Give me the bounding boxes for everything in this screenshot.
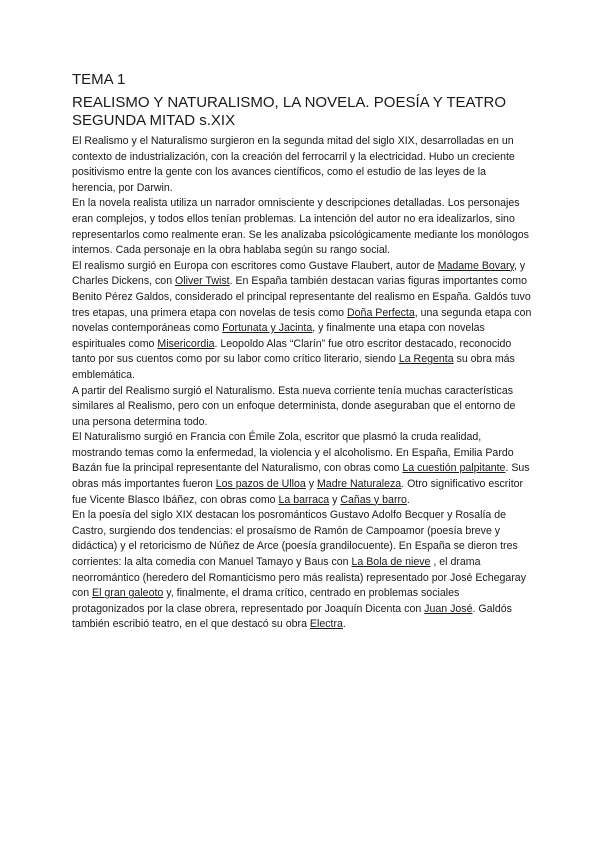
paragraph	[72, 196, 532, 258]
work-title: Madame Bovary	[437, 259, 515, 272]
text-run: En la poesía del siglo XIX destacan los posrománticos Gustavo Adolfo Becquer y Rosalía de Castro, surgiendo dos tendencias: el prosaísmo de Ramón de Campoamor (poesía breve y didáctica) y el retoricismo de Núñez de Arce (poesía grandilocuente). En España se dieron tres corrientes: la alta comedia con Manuel Tamayo y Baus con	[72, 509, 518, 569]
paragraph	[72, 259, 532, 384]
document-page	[72, 70, 532, 633]
work-title: Los pazos de Ulloa	[215, 478, 306, 491]
text-run: . Galdós también escribió teatro, en el que destacó su obra	[72, 602, 512, 631]
document-title	[72, 94, 532, 130]
work-title: La barraca	[278, 493, 330, 506]
text-run: El Naturalismo surgió en Francia con Émile Zola, escritor que plasmó la cruda realidad, mostrando temas como la enfermedad, la violencia y el alcoholismo. En España, Emilia Pardo Bazán fue la principal representante del Naturalismo, con obras como	[72, 431, 514, 475]
text-run: . Sus obras más importantes fueron	[72, 462, 530, 491]
work-title: Madre Naturaleza	[316, 478, 402, 491]
text-run: su obra más emblemática.	[72, 353, 515, 381]
work-title: Oliver Twist	[175, 275, 230, 288]
text-run: El Realismo y el Naturalismo surgieron en la segunda mitad del siglo XIX, desarrolladas en un contexto de industrialización, con la creación del ferrocarril y la electricidad. Hubo un creciente positivismo entre la gente con los avances científicos, como el estudio de las leyes de la herencia, por Darwin.	[72, 135, 515, 194]
text-run: El realismo surgió en Europa con escritores como Gustave Flaubert, autor de	[72, 259, 438, 272]
text-run: , el drama neorromántico (heredero del Romanticismo pero más realista) representado por José Echegaray con	[72, 556, 526, 600]
text-run: y	[329, 493, 341, 506]
text-run: A partir del Realismo surgió el Naturalismo. Esta nueva corriente tenía muchas características similares al Realismo, pero con un enfoque determinista, donde aseguraban que el entorno de una persona determina todo.	[72, 384, 516, 428]
work-title: Doña Perfecta	[347, 306, 415, 319]
work-title: Juan José	[424, 602, 473, 615]
text-run: .	[406, 493, 410, 506]
work-title: La cuestión palpitante	[402, 462, 506, 475]
paragraph	[72, 384, 532, 431]
text-run: . Otro significativo escritor fue Vicente Blasco Ibáñez, con obras como	[72, 478, 524, 506]
work-title: La Bola de nieve	[351, 556, 431, 569]
work-title: Electra	[309, 618, 343, 631]
work-title: Cañas y barro	[340, 493, 407, 506]
paragraph	[72, 134, 532, 196]
work-title: Misericordia	[157, 337, 215, 350]
text-run: . En España también destacan varias figuras importantes como Benito Pérez Galdos, considerado el principal representante del realismo en España. Galdós tuvo tres etapas, una primera etapa con novelas de tesis como	[72, 275, 531, 319]
paragraph	[72, 430, 532, 508]
work-title: La Regenta	[398, 353, 454, 366]
text-run: , una segunda etapa con novelas contemporáneas como	[72, 306, 532, 335]
title-line-1: REALISMO Y NATURALISMO, LA NOVELA. POESÍA Y TEATRO	[72, 94, 507, 111]
text-run: , y finalmente una etapa con novelas espirituales como	[72, 322, 485, 350]
text-run: y, finalmente, el drama crítico, centrado en problemas sociales protagonizados por la clase obrera, representado por Joaquín Dicenta con	[72, 587, 460, 615]
title-line-2: SEGUNDA MITAD s.XIX	[72, 112, 236, 129]
work-title: Fortunata y Jacinta	[222, 322, 313, 335]
text-run: , y Charles Dickens, con	[72, 259, 526, 288]
text-run: . Leopoldo Alas “Clarín” fue otro escritor destacado, reconocido tanto por sus cuentos como por su labor como crítico literario, siendo	[72, 337, 512, 366]
paragraph	[72, 508, 532, 633]
topic-number: TEMA 1	[72, 71, 126, 88]
work-title: El gran galeoto	[92, 587, 164, 600]
text-run: y	[305, 478, 317, 491]
text-run: .	[342, 618, 346, 631]
text-run: En la novela realista utiliza un narrador omnisciente y descripciones detalladas. Los personajes eran complejos, y todos ellos tenían problemas. La intención del autor no era idealizarlos, sino representarlos como realmente eran. Se les analizaba psicológicamente mediante los monólogos internos. Cada personaje en la obra hablaba según su rango social.	[72, 197, 529, 257]
document-body	[72, 134, 532, 633]
